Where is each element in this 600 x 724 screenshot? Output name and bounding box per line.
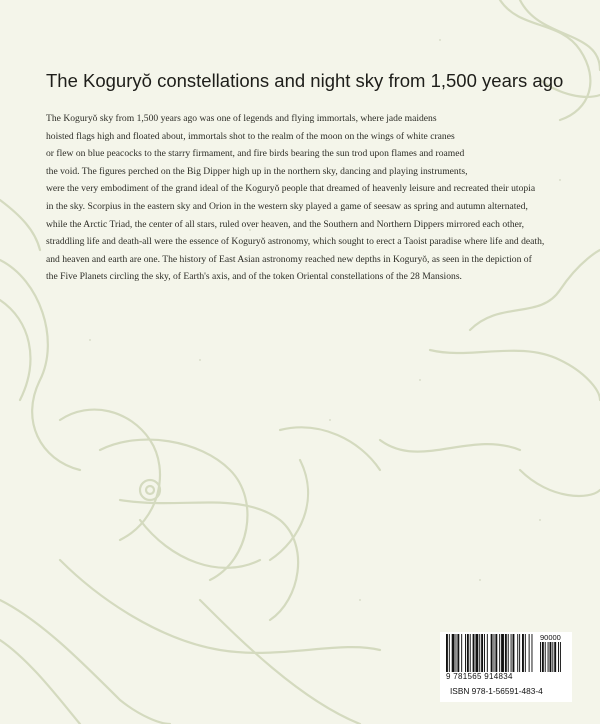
synopsis-line: The Koguryŏ sky from 1,500 years ago was one of legends and flying immortals, where jade maidens xyxy=(46,113,437,124)
synopsis-line: the void. The figures perched on the Big Dipper high up in the northern sky, dancing and playing instruments, xyxy=(46,165,468,177)
synopsis-line: were the very embodiment of the grand ideal of the Koguryŏ people that dreamed of heavenly leisure and recreated their utopia xyxy=(46,183,536,195)
isbn-barcode xyxy=(440,632,572,702)
synopsis-line: straddling life and death-all were the essence of Koguryŏ astronomy, which sought to erect a Taoist paradise where life and death, xyxy=(46,236,545,248)
barcode-digits: 9 781565 914834 xyxy=(446,672,513,681)
synopsis-line: in the sky. Scorpius in the eastern sky and Orion in the western sky played a game of seesaw as spring and autumn alternated, xyxy=(46,200,528,212)
synopsis-line: the Five Planets circling the sky, of Earth's axis, and of the token Oriental constellations of the 28 Mansions. xyxy=(46,271,462,283)
synopsis-line: and heaven and earth are one. The history of East Asian astronomy reached new depths in Koguryŏ, as seen in the depiction of xyxy=(46,253,532,265)
isbn-number: ISBN 978-1-56591-483-4 xyxy=(450,686,543,696)
synopsis-line: or flew on blue peacocks to the starry firmament, and fire birds bearing the sun trod upon flames and roamed xyxy=(46,148,465,160)
barcode-price-code: 90000 xyxy=(540,633,561,642)
page-title: The Koguryŏ constellations and night sky from 1,500 years ago xyxy=(46,70,564,91)
synopsis-line: while the Arctic Triad, the center of all stars, ruled over heaven, and the Southern and Northern Dippers mirrored each other, xyxy=(46,218,525,230)
synopsis-text xyxy=(46,110,572,286)
synopsis-line: hoisted flags high and floated about, immortals shot to the realm of the moon on the wings of white cranes xyxy=(46,130,455,142)
